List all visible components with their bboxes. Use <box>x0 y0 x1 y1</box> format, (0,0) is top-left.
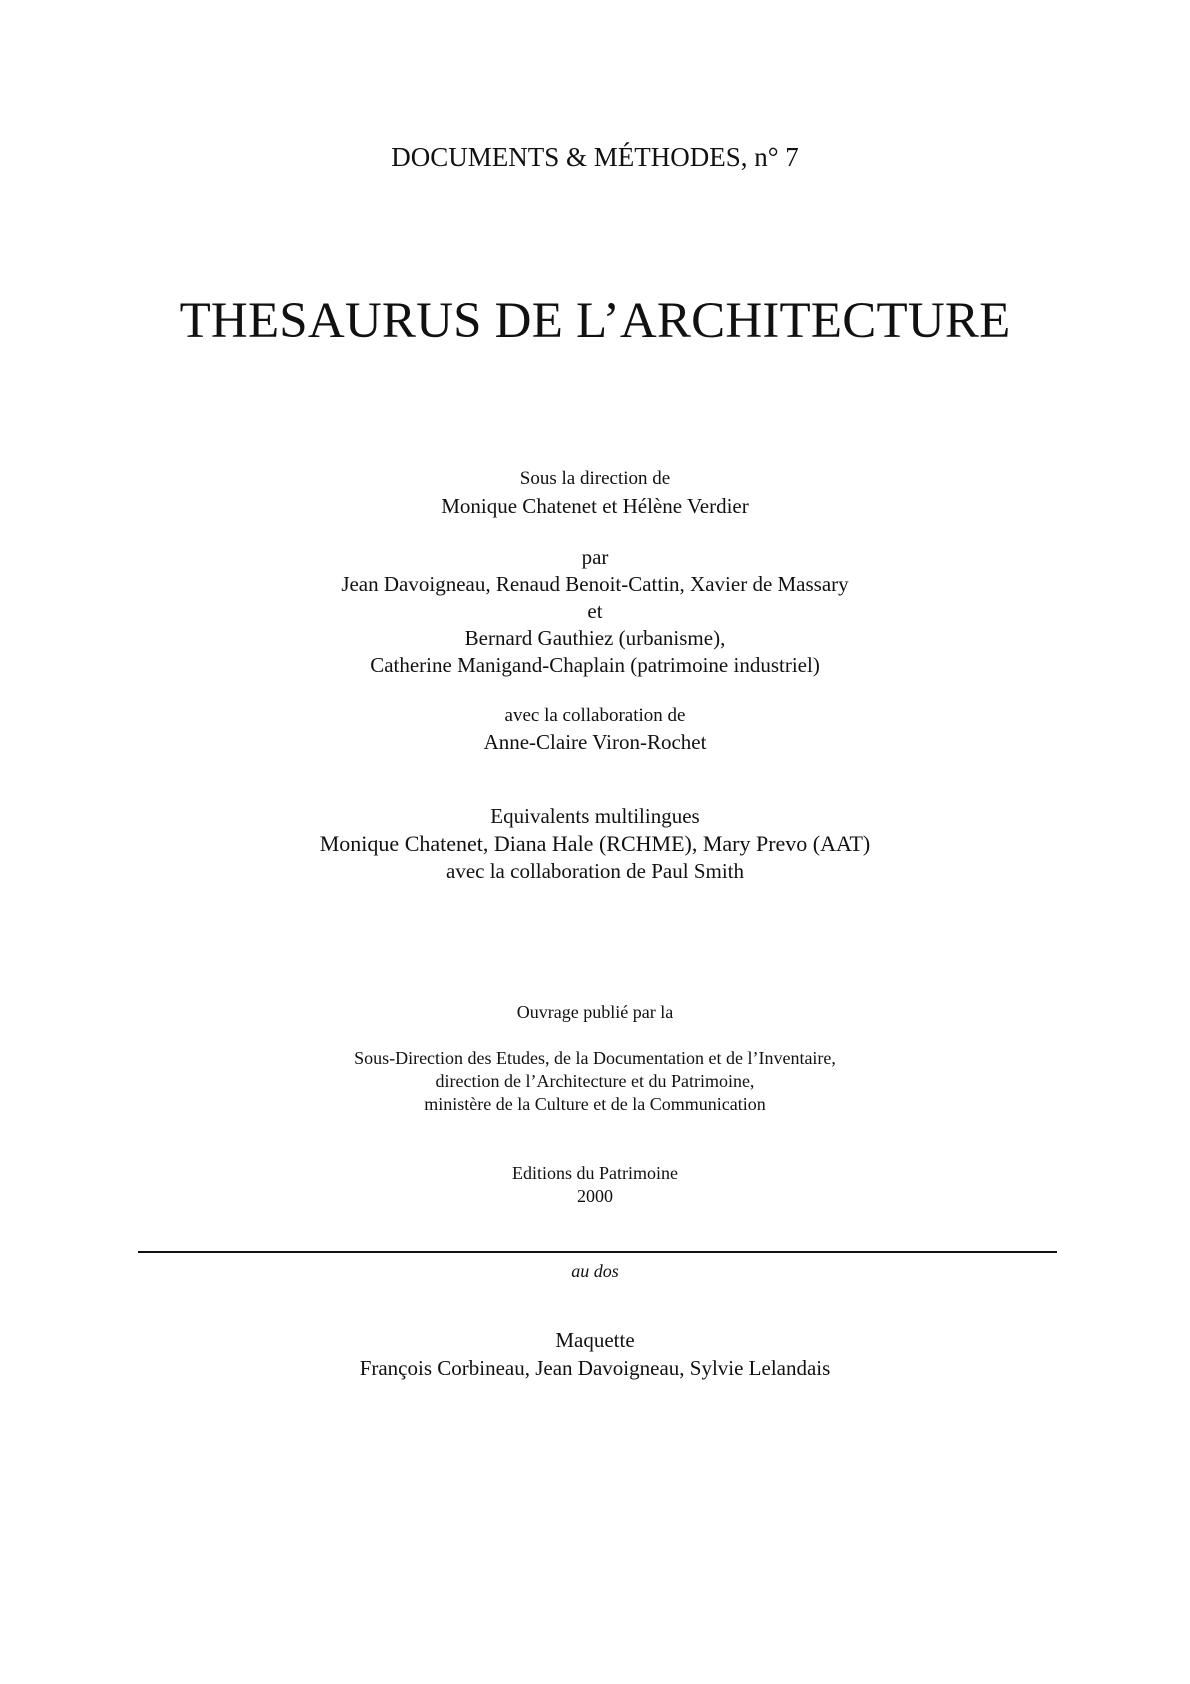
publisher-line-2: direction de l’Architecture et du Patrimoine, <box>435 1071 755 1091</box>
authors-line-1: Jean Davoigneau, Renaud Benoit-Cattin, Xavier de Massary <box>341 572 849 596</box>
direction-label: Sous la direction de <box>519 468 671 489</box>
multilingual-collaboration: avec la collaboration de Paul Smith <box>446 859 744 883</box>
collaboration-label: avec la collaboration de <box>504 705 686 726</box>
separator-rule <box>138 1251 1057 1253</box>
authors-conjunction: et <box>587 599 603 623</box>
authors-line-3: Catherine Manigand-Chaplain (patrimoine industriel) <box>370 653 820 677</box>
collaboration-name: Anne-Claire Viron-Rochet <box>483 730 707 754</box>
verso-label: au dos <box>571 1261 619 1281</box>
maquette-label: Maquette <box>555 1328 635 1352</box>
publisher-line-1: Sous-Direction des Etudes, de la Documentation et de l’Inventaire, <box>354 1048 836 1068</box>
publisher-edition: Editions du Patrimoine <box>512 1163 678 1183</box>
book-title: THESAURUS DE L’ARCHITECTURE <box>179 293 1011 349</box>
series-title: DOCUMENTS & MÉTHODES, n° 7 <box>391 142 799 172</box>
authors-line-2: Bernard Gauthiez (urbanisme), <box>464 626 726 650</box>
publisher-line-3: ministère de la Culture et de la Communication <box>424 1094 766 1114</box>
direction-names: Monique Chatenet et Hélène Verdier <box>441 494 749 518</box>
publisher-intro: Ouvrage publié par la <box>516 1002 674 1022</box>
publication-year: 2000 <box>577 1186 613 1206</box>
multilingual-label: Equivalents multilingues <box>490 804 700 828</box>
multilingual-names: Monique Chatenet, Diana Hale (RCHME), Mary Prevo (AAT) <box>319 831 871 856</box>
authors-label: par <box>581 545 609 569</box>
maquette-names: François Corbineau, Jean Davoigneau, Sylvie Lelandais <box>359 1356 831 1380</box>
